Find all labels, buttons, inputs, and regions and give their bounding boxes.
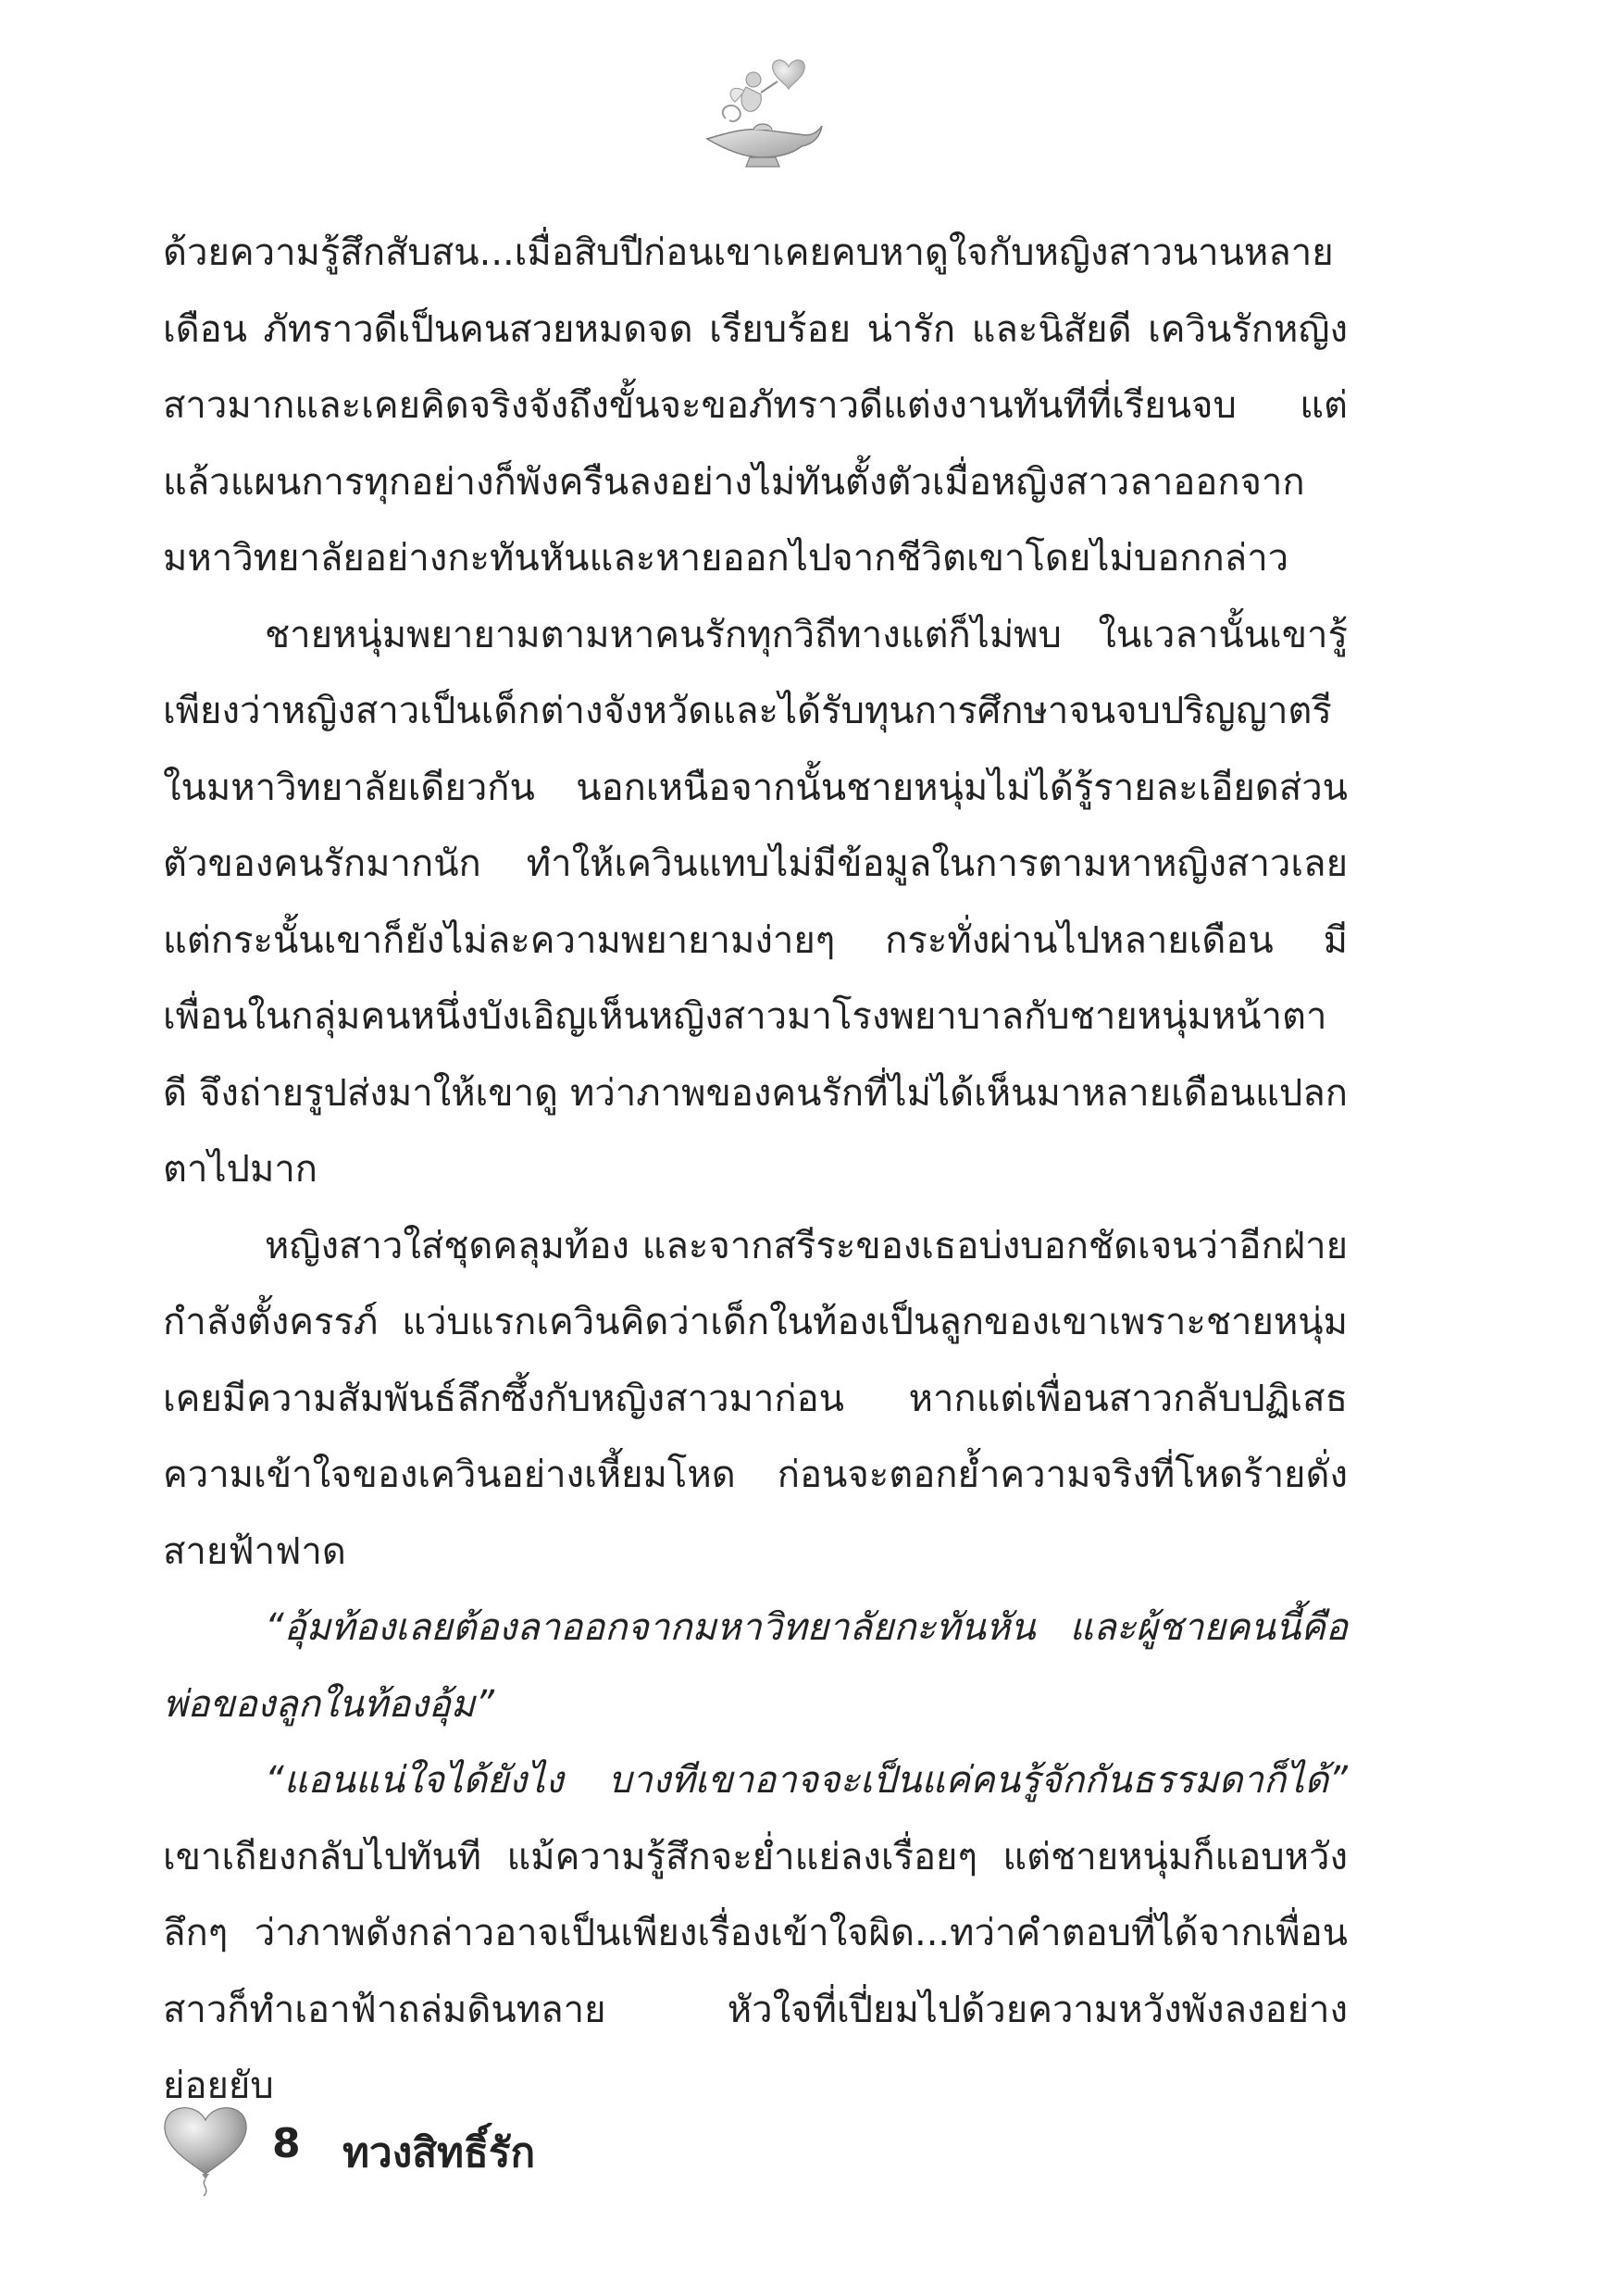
book-title: ทวงสิทธิ์รัก xyxy=(342,2129,536,2177)
page-number: 8 xyxy=(272,2120,301,2167)
paragraph-1: ด้วยความรู้สึกสับสน...เมื่อสิบปีก่อนเขาเคยคบหาดูใจกับหญิงสาวนานหลายเดือน ภัทราวดีเป็นคนสวยหมดจด เรียบร้อย น่ารัก และนิสัยดี เควินรักหญิงสาวมากและเคยคิดจริงจังถึงขั้นจะขอภัทราวดีแต่งงานทันทีที่เรียนจบ แต่แล้วแผนการทุกอย่างก็พังครืนลงอย่างไม่ทันตั้งตัวเมื่อหญิงสาวลาออกจากมหาวิทยาลัยอย่างกะทันหันและหายออกไปจากชีวิตเขาโดยไม่บอกกล่าว xyxy=(163,231,1348,580)
dialogue-quote-inline: “แอนแน่ใจได้ยังไง บางทีเขาอาจจะเป็นแค่คนรู้จักกันธรรมดาก็ได้” xyxy=(265,1759,1348,1802)
paragraph-5 xyxy=(163,1742,1348,2125)
paragraph-5-text: เขาเถียงกลับไปทันที แม้ความรู้สึกจะย่ำแย่ลงเรื่อยๆ แต่ชายหนุ่มก็แอบหวังลึกๆ ว่าภาพดังกล่าวอาจเป็นเพียงเรื่องเข้าใจผิด...ทว่าคำตอบที่ได้จากเพื่อนสาวก็ทำเอาฟ้าถล่มดินทลาย หัวใจที่เปี่ยมไปด้วยความหวังพังลงอย่างย่อยยับ xyxy=(163,1835,1348,2107)
paragraph-2: ชายหนุ่มพยายามตามหาคนรักทุกวิถีทางแต่ก็ไม่พบ ในเวลานั้นเขารู้เพียงว่าหญิงสาวเป็นเด็กต่างจังหวัดและได้รับทุนการศึกษาจนจบปริญญาตรีในมหาวิทยาลัยเดียวกัน นอกเหนือจากนั้นชายหนุ่มไม่ได้รู้รายละเอียดส่วนตัวของคนรักมากนัก ทำให้เควินแทบไม่มีข้อมูลในการตามหาหญิงสาวเลย แต่กระนั้นเขาก็ยังไม่ละความพยายามง่ายๆ กระทั่งผ่านไปหลายเดือน มีเพื่อนในกลุ่มคนหนึ่งบังเอิญเห็นหญิงสาวมาโรงพยาบาลกับชายหนุ่มหน้าตาดี จึงถ่ายรูปส่งมาให้เขาดู ทว่าภาพของคนรักที่ไม่ได้เห็นมาหลายเดือนแปลกตาไปมาก xyxy=(163,613,1348,1191)
paragraph-3: หญิงสาวใส่ชุดคลุมท้อง และจากสรีระของเธอบ่งบอกชัดเจนว่าอีกฝ่ายกำลังตั้งครรภ์ แว่บแรกเควินคิดว่าเด็กในท้องเป็นลูกของเขาเพราะชายหนุ่มเคยมีความสัมพันธ์ลึกซึ้งกับหญิงสาวมาก่อน หากแต่เพื่อนสาวกลับปฏิเสธความเข้าใจของเควินอย่างเหี้ยมโหด ก่อนจะตอกย้ำความจริงที่โหดร้ายดั่งสายฟ้าฟาด xyxy=(163,1224,1348,1573)
story-text xyxy=(163,215,1348,2125)
page-footer xyxy=(159,2100,992,2211)
cupid-lamp-ornament-icon xyxy=(689,54,828,174)
dialogue-quote: “อุ้มท้องเลยต้องลาออกจากมหาวิทยาลัยกะทันหัน และผู้ชายคนนี้คือพ่อของลูกในท้องอุ้ม” xyxy=(163,1606,1348,1726)
heart-balloon-icon xyxy=(159,2100,252,2202)
